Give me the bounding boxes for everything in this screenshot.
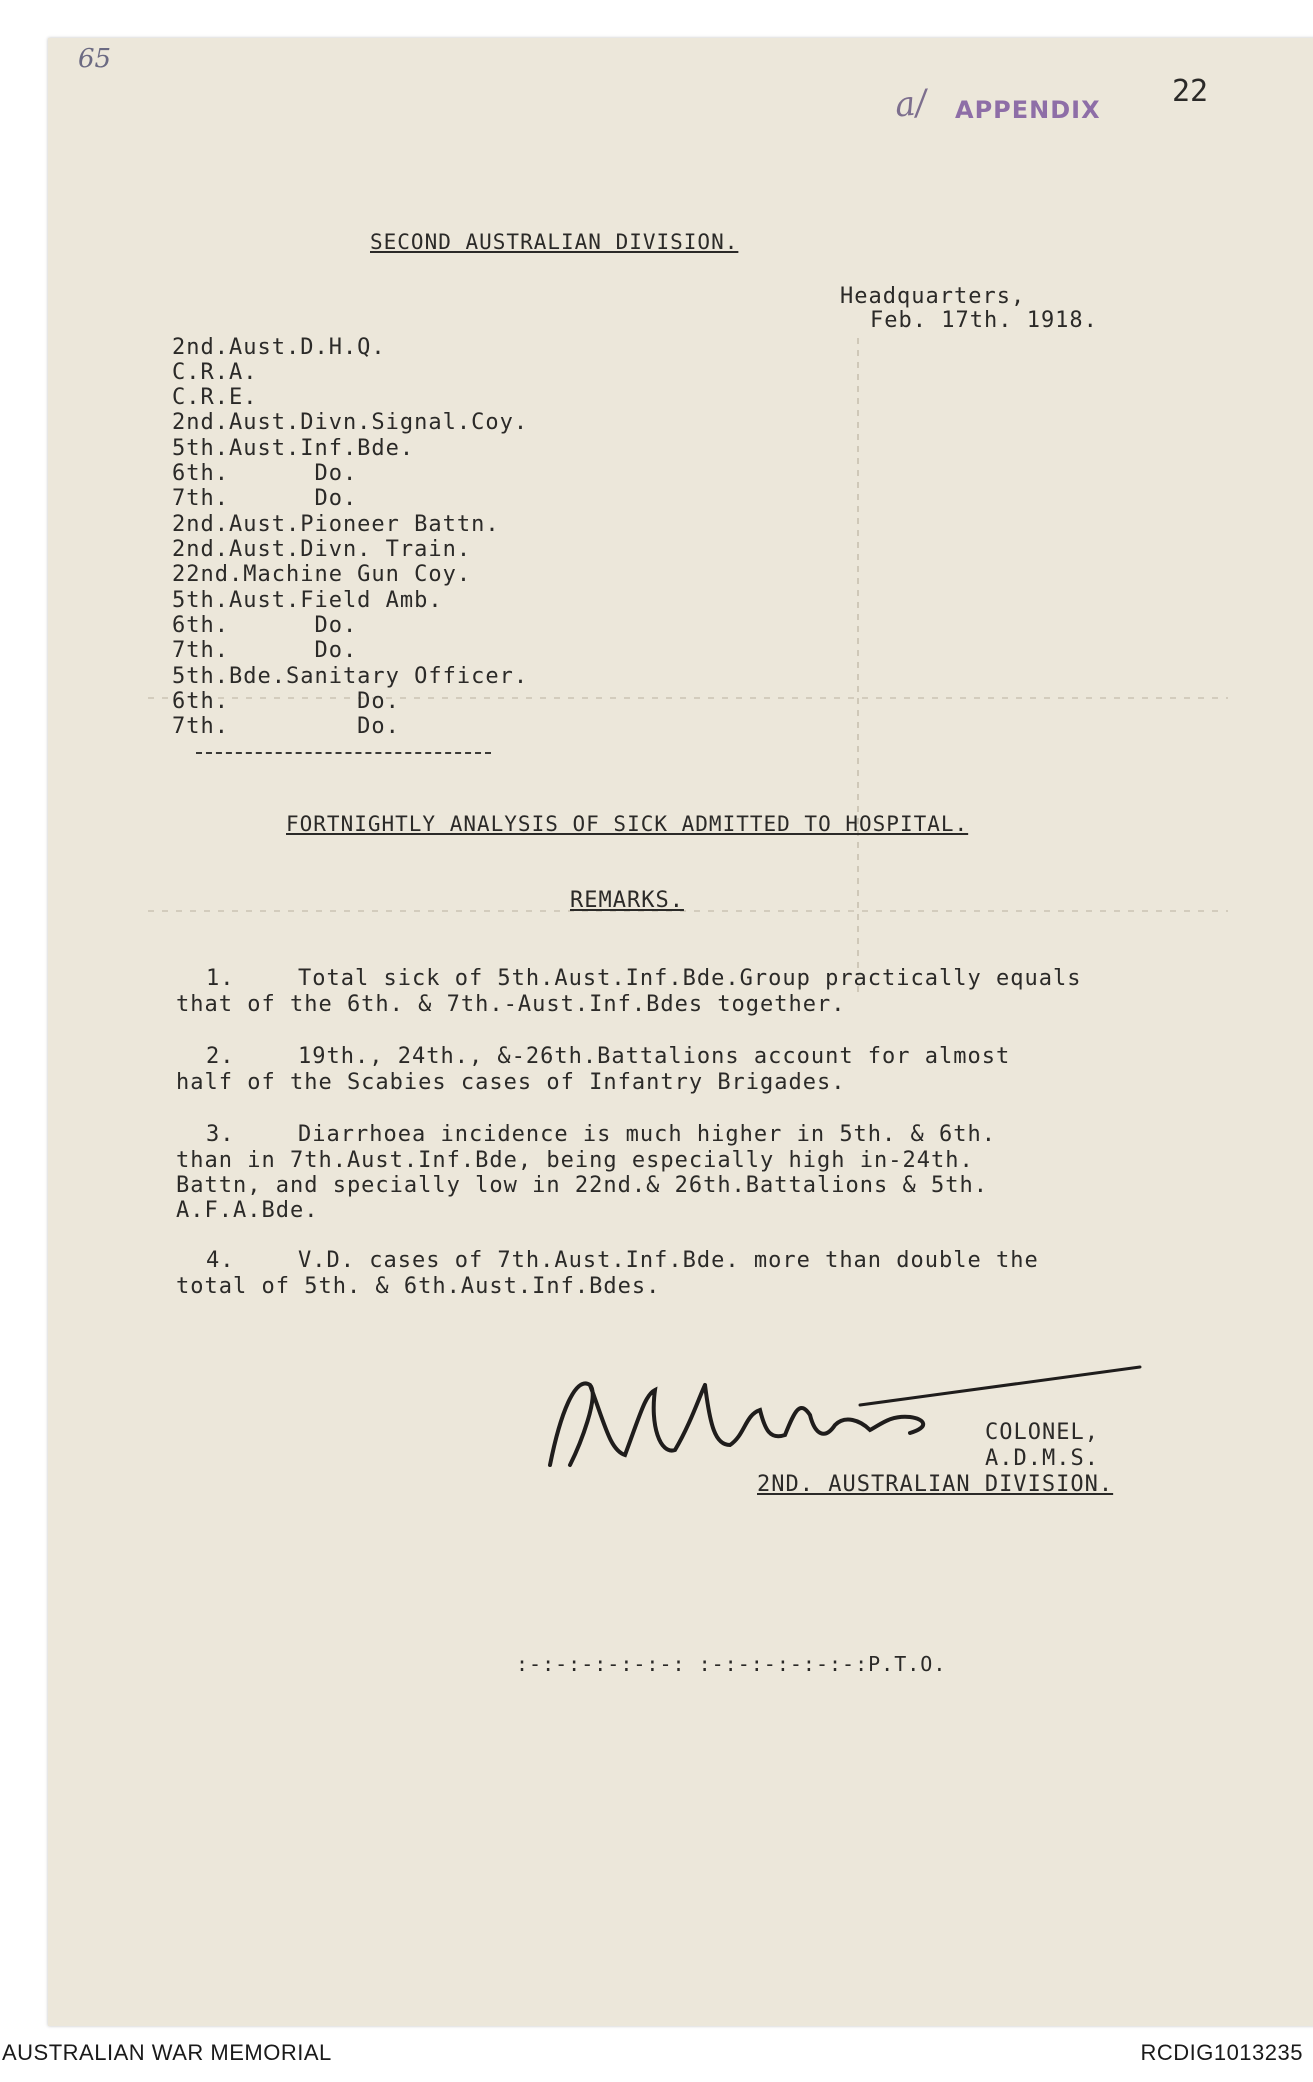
unit-row: C.R.E. — [172, 385, 258, 410]
unit-row: 6th. Do. — [172, 689, 400, 714]
remark-number: 1. — [206, 966, 235, 991]
page-number: 22 — [1172, 74, 1209, 109]
signature-title: A.D.M.S. — [985, 1446, 1099, 1471]
analysis-title: FORTNIGHTLY ANALYSIS OF SICK ADMITTED TO HOSPITAL. — [286, 812, 969, 836]
unit-row: 6th. Do. — [172, 613, 358, 638]
footer-id: RCDIG1013235 — [1140, 2040, 1303, 2065]
remark-line: total of 5th. & 6th.Aust.Inf.Bdes. — [176, 1274, 661, 1299]
corner-pencil-note: 65 — [78, 44, 112, 74]
remark-line: 19th., 24th., &-26th.Battalions account for almost — [298, 1044, 1011, 1069]
unit-row: 5th.Bde.Sanitary Officer. — [172, 664, 529, 689]
signature-rank: COLONEL, — [985, 1420, 1099, 1445]
remark-line: Battn, and specially low in 22nd.& 26th.Battalions & 5th. — [176, 1173, 988, 1198]
location-line: Headquarters, — [840, 284, 1026, 309]
signature-unit: 2ND. AUSTRALIAN DIVISION. — [757, 1472, 1114, 1497]
pencil-annotation: a/ — [892, 82, 929, 126]
remark-line: A.F.A.Bde. — [176, 1198, 319, 1223]
section-divider — [196, 752, 491, 754]
unit-row: 22nd.Machine Gun Coy. — [172, 562, 472, 587]
remark-number: 4. — [206, 1248, 235, 1273]
document-heading: SECOND AUSTRALIAN DIVISION. — [370, 230, 739, 254]
page-turn-marker: :-:-:-:-:-:-: :-:-:-:-:-:-:P.T.O. — [516, 1652, 947, 1676]
remark-number: 3. — [206, 1122, 235, 1147]
unit-row: 7th. Do. — [172, 714, 400, 739]
remark-line: V.D. cases of 7th.Aust.Inf.Bde. more than double the — [298, 1248, 1039, 1273]
unit-row: C.R.A. — [172, 360, 258, 385]
unit-row: 2nd.Aust.D.H.Q. — [172, 335, 386, 360]
remark-line: Diarrhoea incidence is much higher in 5th. & 6th. — [298, 1122, 997, 1147]
unit-row: 5th.Aust.Field Amb. — [172, 588, 443, 613]
remark-line: than in 7th.Aust.Inf.Bde, being especially high in-24th. — [176, 1148, 974, 1173]
unit-row: 2nd.Aust.Pioneer Battn. — [172, 512, 500, 537]
remark-line: Total sick of 5th.Aust.Inf.Bde.Group practically equals — [298, 966, 1082, 991]
remark-line: half of the Scabies cases of Infantry Brigades. — [176, 1070, 846, 1095]
appendix-stamp: APPENDIX — [955, 96, 1101, 124]
date-line: Feb. 17th. 1918. — [870, 308, 1098, 333]
unit-row: 2nd.Aust.Divn. Train. — [172, 537, 472, 562]
remarks-title: REMARKS. — [570, 888, 684, 913]
remark-line: that of the 6th. & 7th.-Aust.Inf.Bdes together. — [176, 992, 846, 1017]
unit-row: 5th.Aust.Inf.Bde. — [172, 436, 415, 461]
unit-row: 7th. Do. — [172, 486, 358, 511]
unit-row: 7th. Do. — [172, 638, 358, 663]
footer-source: AUSTRALIAN WAR MEMORIAL — [2, 2040, 332, 2065]
unit-row: 2nd.Aust.Divn.Signal.Coy. — [172, 410, 529, 435]
remark-number: 2. — [206, 1044, 235, 1069]
unit-row: 6th. Do. — [172, 461, 358, 486]
